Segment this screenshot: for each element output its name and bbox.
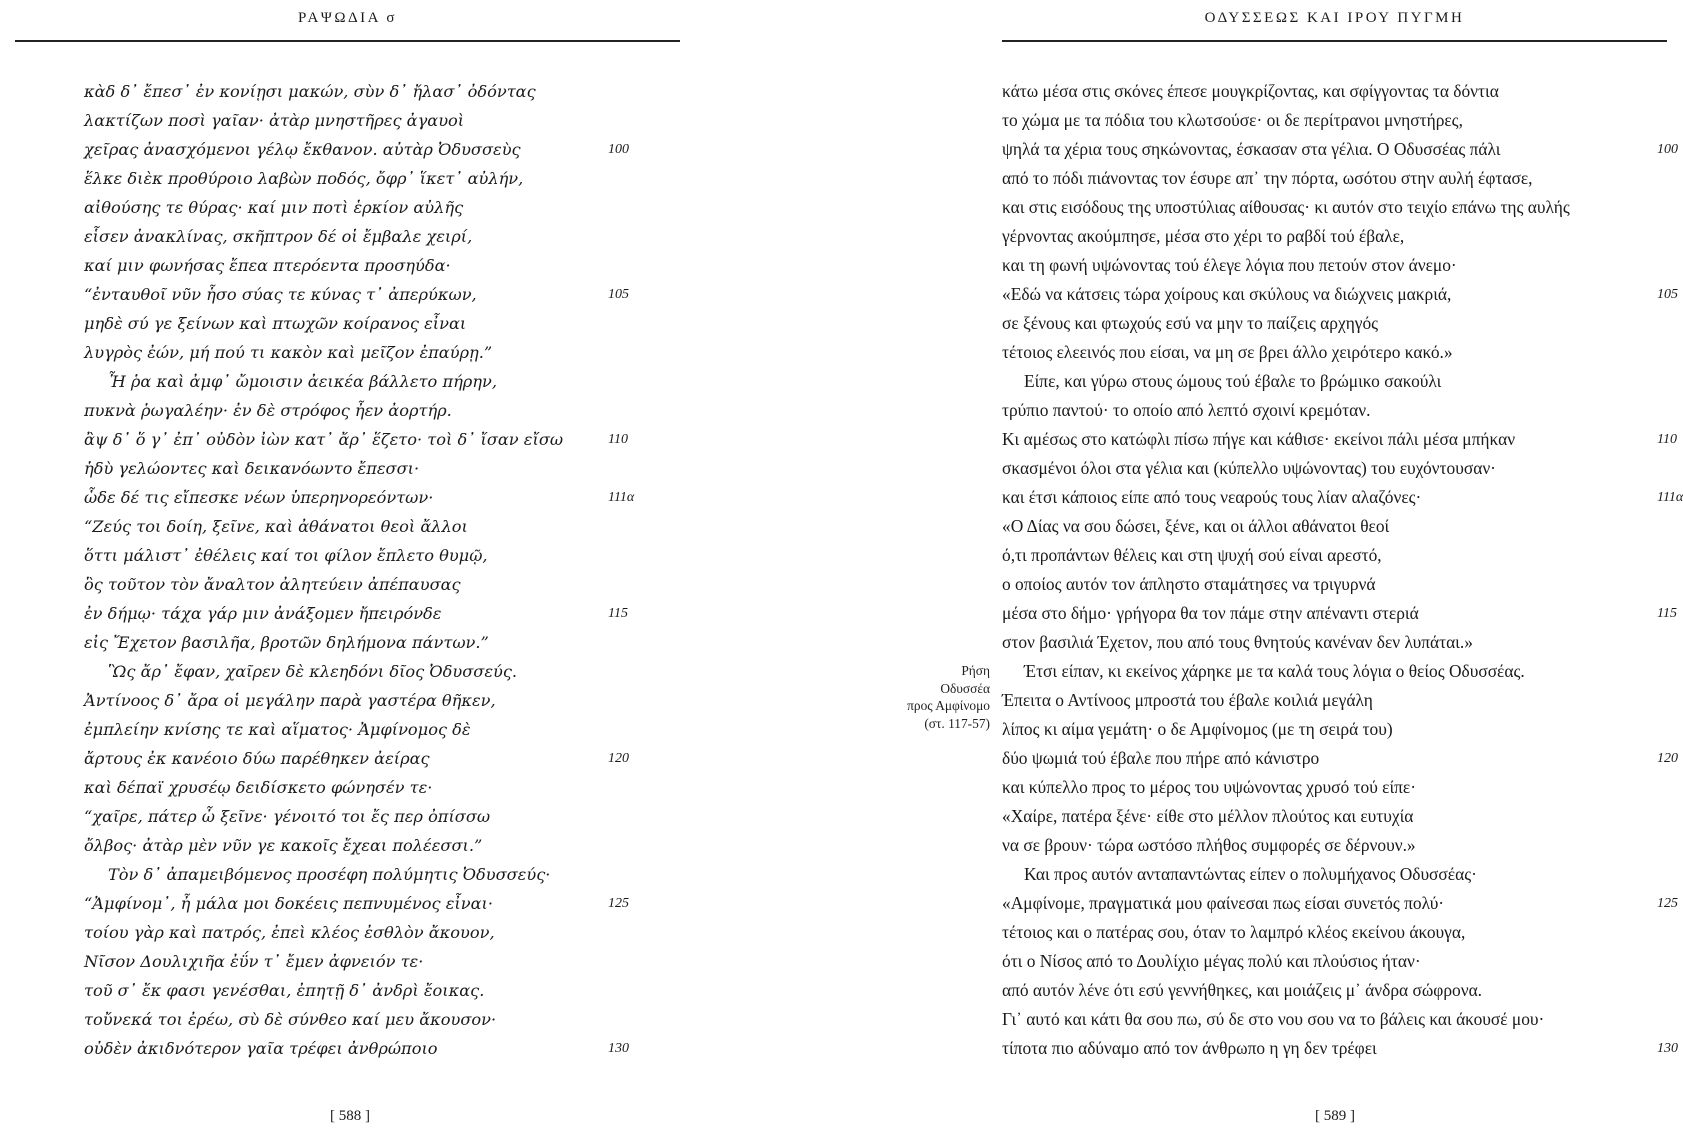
- line-number: 105: [1657, 287, 1678, 302]
- verse-text: Και προς αυτόν ανταπαντώντας είπεν ο πολυμήχανος Οδυσσέας·: [1024, 864, 1477, 884]
- verse-lines: [84, 77, 684, 1063]
- verse-line: [84, 512, 684, 541]
- verse-line: [1002, 831, 1682, 860]
- right-page: [840, 0, 1683, 1146]
- verse-line: [84, 1005, 684, 1034]
- verse-line: [84, 744, 684, 773]
- verse-text: «Αμφίνομε, πραγματικά μου φαίνεσαι πως είσαι συνετός πολύ·: [1002, 893, 1445, 913]
- verse-text: κὰδ δ᾽ ἔπεσ᾽ ἐν κονίῃσι μακών, σὺν δ᾽ ἤλασ᾽ ὀδόντας: [84, 82, 536, 101]
- verse-text: Είπε, και γύρω στους ώμους τού έβαλε το βρώμικο σακούλι: [1024, 371, 1442, 391]
- verse-text: το χώμα με τα πόδια του κλωτσούσε· οι δε περίτρανοι μνηστήρες,: [1002, 110, 1463, 130]
- line-number: 100: [1657, 142, 1678, 157]
- verse-line: [1002, 280, 1682, 309]
- verse-text: οὐδὲν ἀκιδνότερον γαῖα τρέφει ἀνθρώποιο: [84, 1039, 438, 1058]
- verse-line: [1002, 193, 1682, 222]
- line-number: 105: [608, 287, 629, 302]
- verse-line: [1002, 976, 1682, 1005]
- verse-line: [84, 280, 684, 309]
- left-page: [0, 0, 840, 1146]
- verse-line: [84, 570, 684, 599]
- verse-text: αἰθούσης τε θύρας· καί μιν ποτὶ ἑρκίον αὐλῆς: [84, 198, 464, 217]
- line-number: 120: [1657, 751, 1678, 766]
- line-number: 110: [608, 432, 628, 447]
- verse-text: χεῖρας ἀνασχόμενοι γέλῳ ἔκθανον. αὐτὰρ Ὀδυσσεὺς: [84, 140, 521, 159]
- verse-line: [1002, 918, 1682, 947]
- verse-line: [1002, 715, 1682, 744]
- verse-line: [84, 193, 684, 222]
- verse-text: τέτοιος ελεεινός που είσαι, να μη σε βρει άλλο χειρότερο κακό.»: [1002, 342, 1453, 362]
- verse-line: [1002, 541, 1682, 570]
- verse-text: τοίου γὰρ καὶ πατρός, ἐπεὶ κλέος ἐσθλὸν ἄκουον,: [84, 923, 495, 942]
- verse-line: [1002, 860, 1682, 889]
- verse-text: “Ζεύς τοι δοίη, ξεῖνε, καὶ ἀθάνατοι θεοὶ ἄλλοι: [84, 517, 468, 536]
- verse-text: ἕλκε διὲκ προθύροιο λαβὼν ποδός, ὄφρ᾽ ἵκετ᾽ αὐλήν,: [84, 169, 524, 188]
- page-number: [ 589 ]: [1315, 1108, 1355, 1124]
- verse-text: τίποτα πιο αδύναμο από τον άνθρωπο η γη δεν τρέφει: [1002, 1038, 1377, 1058]
- verse-text: λίπος κι αίμα γεμάτη· ο δε Αμφίνομος (με τη σειρά του): [1002, 719, 1393, 739]
- verse-line: [1002, 164, 1682, 193]
- verse-line: [1002, 889, 1682, 918]
- line-number: 120: [608, 751, 629, 766]
- verse-text: τοῦ σ᾽ ἔκ φασι γενέσθαι, ἐπητῇ δ᾽ ἀνδρὶ ἔοικας.: [84, 981, 485, 1000]
- verse-text: λυγρὸς ἐών, μή πού τι κακὸν καὶ μεῖζον ἐπαύρῃ.”: [84, 343, 493, 362]
- verse-line: [84, 425, 684, 454]
- line-number: 125: [1657, 896, 1678, 911]
- verse-line: [84, 222, 684, 251]
- verse-line: [84, 541, 684, 570]
- verse-text: σκασμένοι όλοι στα γέλια και (κύπελλο υψώνοντας) του ευχόντουσαν·: [1002, 458, 1496, 478]
- verse-line: [1002, 454, 1682, 483]
- verse-line: [84, 918, 684, 947]
- verse-text: Ἀντίνοος δ᾽ ἄρα οἱ μεγάλην παρὰ γαστέρα θῆκεν,: [84, 691, 496, 710]
- verse-text: στον βασιλιά Έχετον, που από τους θνητούς κανέναν δεν λυπάται.»: [1002, 632, 1473, 652]
- verse-line: [84, 947, 684, 976]
- verse-line: [84, 367, 684, 396]
- verse-text: και έτσι κάποιος είπε από τους νεαρούς τους λίαν αλαζόνες·: [1002, 487, 1422, 507]
- verse-text: τρύπιο παντού· το οποίο από λεπτό σχοινί κρεμόταν.: [1002, 400, 1371, 420]
- verse-line: [1002, 338, 1682, 367]
- verse-text: ὅττι μάλιστ᾽ ἐθέλεις καί τοι φίλον ἔπλετο θυμῷ,: [84, 546, 488, 565]
- verse-line: [1002, 367, 1682, 396]
- line-number: 130: [1657, 1041, 1678, 1056]
- line-number: 110: [1657, 432, 1677, 447]
- verse-line: [84, 396, 684, 425]
- verse-text: “Ἀμφίνομ᾽, ἦ μάλα μοι δοκέεις πεπνυμένος εἶναι·: [84, 894, 494, 913]
- verse-line: [84, 483, 684, 512]
- verse-text: «Ο Δίας να σου δώσει, ξένε, και οι άλλοι αθάνατοι θεοί: [1002, 516, 1390, 536]
- verse-text: ἄρτους ἐκ κανέοιο δύω παρέθηκεν ἀείρας: [84, 749, 430, 768]
- line-number: 115: [1657, 606, 1677, 621]
- verse-text: ψηλά τα χέρια τους σηκώνοντας, έσκασαν στα γέλια. Ο Οδυσσέας πάλι: [1002, 139, 1501, 159]
- verse-line: [1002, 686, 1682, 715]
- verse-line: [1002, 309, 1682, 338]
- verse-line: [84, 135, 684, 164]
- line-number: 100: [608, 142, 629, 157]
- verse-line: [1002, 570, 1682, 599]
- verse-text: ἐν δήμῳ· τάχα γάρ μιν ἀνάξομεν ἤπειρόνδε: [84, 604, 442, 623]
- translation-lines: [1002, 77, 1682, 1063]
- verse-line: [1002, 512, 1682, 541]
- verse-line: [1002, 1005, 1682, 1034]
- verse-line: [1002, 135, 1682, 164]
- verse-text: από το πόδι πιάνοντας τον έσυρε απ᾽ την πόρτα, ωσότου στην αυλή έφτασε,: [1002, 168, 1533, 188]
- verse-text: τοὔνεκά τοι ἐρέω, σὺ δὲ σύνθεο καί μευ ἄκουσον·: [84, 1010, 497, 1029]
- margin-note-line: Οδυσσέα: [940, 680, 990, 696]
- header-rule: [15, 40, 680, 42]
- verse-line: [84, 628, 684, 657]
- verse-line: [84, 338, 684, 367]
- verse-line: [84, 599, 684, 628]
- verse-text: ἐμπλείην κνίσης τε καὶ αἵματος· Ἀμφίνομος δὲ: [84, 720, 471, 739]
- verse-line: [84, 976, 684, 1005]
- verse-text: καί μιν φωνήσας ἔπεα πτερόεντα προσηύδα·: [84, 256, 451, 275]
- verse-text: Κι αμέσως στο κατώφλι πίσω πήγε και κάθισε· εκείνοι πάλι μέσα μπήκαν: [1002, 429, 1516, 449]
- verse-line: [1002, 106, 1682, 135]
- verse-text: κάτω μέσα στις σκόνες έπεσε μουγκρίζοντας, και σφίγγοντας τα δόντια: [1002, 81, 1499, 101]
- verse-line: [84, 889, 684, 918]
- verse-text: μηδὲ σύ γε ξείνων καὶ πτωχῶν κοίρανος εἶναι: [84, 314, 467, 333]
- verse-text: πυκνὰ ῥωγαλέην· ἐν δὲ στρόφος ἦεν ἀορτήρ.: [84, 401, 452, 420]
- verse-text: λακτίζων ποσὶ γαῖαν· ἀτὰρ μνηστῆρες ἀγαυοὶ: [84, 111, 465, 130]
- verse-text: τέτοιος και ο πατέρας σου, όταν το λαμπρό κλέος εκείνου άκουγα,: [1002, 922, 1466, 942]
- verse-text: ὃς τοῦτον τὸν ἄναλτον ἀλητεύειν ἀπέπαυσας: [84, 575, 461, 594]
- verse-text: ἡδὺ γελώοντες καὶ δεικανόωντο ἔπεσσι·: [84, 459, 420, 478]
- verse-text: ο οποίος αυτόν τον άπληστο σταμάτησες να τριγυρνά: [1002, 574, 1376, 594]
- verse-text: και τη φωνή υψώνοντας τού έλεγε λόγια που πετούν στον άνεμο·: [1002, 255, 1457, 275]
- verse-text: “χαῖρε, πάτερ ὦ ξεῖνε· γένοιτό τοι ἔς περ ὀπίσσω: [84, 807, 491, 826]
- verse-line: [1002, 947, 1682, 976]
- verse-line: [84, 860, 684, 889]
- verse-line: [1002, 77, 1682, 106]
- running-head: ΡΑΨΩΔΙΑ σ: [297, 10, 397, 26]
- verse-text: και στις εισόδους της υποστύλιας αίθουσας· κι αυτόν στο τειχίο επάνω της αυλής: [1002, 197, 1570, 217]
- verse-text: Έτσι είπαν, κι εκείνος χάρηκε με τα καλά τους λόγια ο θείος Οδυσσέας.: [1024, 661, 1525, 681]
- margin-note-line: Ρήση: [961, 663, 990, 678]
- verse-text: «Εδώ να κάτσεις τώρα χοίρους και σκύλους να διώχνεις μακριά,: [1002, 284, 1452, 304]
- verse-text: Ἦ ῥα καὶ ἀμφ᾽ ὤμοισιν ἀεικέα βάλλετο πήρην,: [108, 372, 497, 391]
- verse-text: καὶ δέπαϊ χρυσέῳ δειδίσκετο φώνησέν τε·: [84, 778, 433, 797]
- margin-note: [860, 662, 990, 732]
- running-head: ΟΔΥΣΣΕΩΣ ΚΑΙ ΙΡΟΥ ΠΥΓΜΗ: [1204, 10, 1465, 26]
- verse-text: Ὣς ἄρ᾽ ἔφαν, χαῖρεν δὲ κλεηδόνι δῖος Ὀδυσσεύς.: [108, 662, 518, 681]
- verse-line: [84, 106, 684, 135]
- verse-text: ό,τι προπάντων θέλεις και στη ψυχή σού είναι αρεστό,: [1002, 545, 1382, 565]
- verse-line: [1002, 599, 1682, 628]
- verse-line: [1002, 1034, 1682, 1063]
- verse-text: Γι᾽ αυτό και κάτι θα σου πω, σύ δε στο νου σου να το βάλεις και άκουσέ μου·: [1002, 1009, 1545, 1029]
- verse-text: γέρνοντας ακούμπησε, μέσα στο χέρι το ραβδί τού έβαλε,: [1002, 226, 1405, 246]
- verse-text: ότι ο Νίσος από το Δουλίχιο μέγας πολύ και πλούσιος ήταν·: [1002, 951, 1421, 971]
- verse-line: [84, 309, 684, 338]
- verse-text: σε ξένους και φτωχούς εσύ να μην το παίζεις αρχηγός: [1002, 313, 1379, 333]
- verse-line: [84, 454, 684, 483]
- verse-text: Τὸν δ᾽ ἀπαμειβόμενος προσέφη πολύμητις Ὀδυσσεύς·: [108, 865, 551, 884]
- verse-text: από αυτόν λένε ότι εσύ γεννήθηκες, και μοιάζεις μ᾽ άνδρα σώφρονα.: [1002, 980, 1483, 1000]
- verse-text: μέσα στο δήμο· γρήγορα θα τον πάμε στην απέναντι στεριά: [1002, 603, 1419, 623]
- verse-line: [1002, 657, 1682, 686]
- line-number: 130: [608, 1041, 629, 1056]
- verse-line: [84, 1034, 684, 1063]
- header-rule: [1002, 40, 1667, 42]
- line-number: 125: [608, 896, 629, 911]
- verse-text: να σε βρουν· τώρα ωστόσο πλήθος συμφορές σε δέρνουν.»: [1002, 835, 1416, 855]
- verse-line: [1002, 425, 1682, 454]
- verse-text: Νῖσον Δουλιχιῆα ἐΰν τ᾽ ἔμεν ἀφνειόν τε·: [84, 952, 424, 971]
- verse-line: [84, 251, 684, 280]
- line-number: 111α: [608, 490, 635, 505]
- verse-line: [84, 773, 684, 802]
- verse-text: ἂψ δ᾽ ὅ γ᾽ ἐπ᾽ οὐδὸν ἰὼν κατ᾽ ἄρ᾽ ἕζετο· τοὶ δ᾽ ἴσαν εἴσω: [84, 430, 564, 449]
- verse-text: Έπειτα ο Αντίνοος μπροστά του έβαλε κοιλιά μεγάλη: [1002, 690, 1373, 710]
- verse-text: ὄλβος· ἀτὰρ μὲν νῦν γε κακοῖς ἔχεαι πολέεσσι.”: [84, 836, 483, 855]
- verse-text: ὧδε δέ τις εἴπεσκε νέων ὑπερηνορεόντων·: [84, 488, 434, 507]
- verse-line: [84, 657, 684, 686]
- verse-line: [1002, 744, 1682, 773]
- verse-line: [84, 715, 684, 744]
- verse-line: [84, 164, 684, 193]
- verse-text: και κύπελλο προς το μέρος του υψώνοντας χρυσό τού είπε·: [1002, 777, 1417, 797]
- verse-line: [1002, 396, 1682, 425]
- verse-text: εἰς Ἔχετον βασιλῆα, βροτῶν δηλήμονα πάντων.”: [84, 633, 489, 652]
- verse-line: [1002, 773, 1682, 802]
- verse-line: [84, 802, 684, 831]
- verse-text: «Χαίρε, πατέρα ξένε· είθε στο μέλλον πλούτος και ευτυχία: [1002, 806, 1414, 826]
- verse-text: “ἐνταυθοῖ νῦν ἧσο σύας τε κύνας τ᾽ ἀπερύκων,: [84, 285, 477, 304]
- verse-line: [84, 77, 684, 106]
- page-number: [ 588 ]: [330, 1108, 370, 1124]
- verse-line: [84, 686, 684, 715]
- line-number: 115: [608, 606, 628, 621]
- line-number: 111α: [1657, 490, 1683, 505]
- margin-note-line: προς Αμφίνομο: [907, 698, 990, 713]
- verse-text: δύο ψωμιά τού έβαλε που πήρε από κάνιστρο: [1002, 748, 1320, 768]
- verse-line: [1002, 483, 1682, 512]
- verse-line: [1002, 628, 1682, 657]
- verse-line: [1002, 802, 1682, 831]
- margin-note-line: (στ. 117-57): [924, 715, 990, 731]
- verse-line: [84, 831, 684, 860]
- verse-line: [1002, 222, 1682, 251]
- verse-text: εἷσεν ἀνακλίνας, σκῆπτρον δέ οἱ ἔμβαλε χειρί,: [84, 227, 473, 246]
- verse-line: [1002, 251, 1682, 280]
